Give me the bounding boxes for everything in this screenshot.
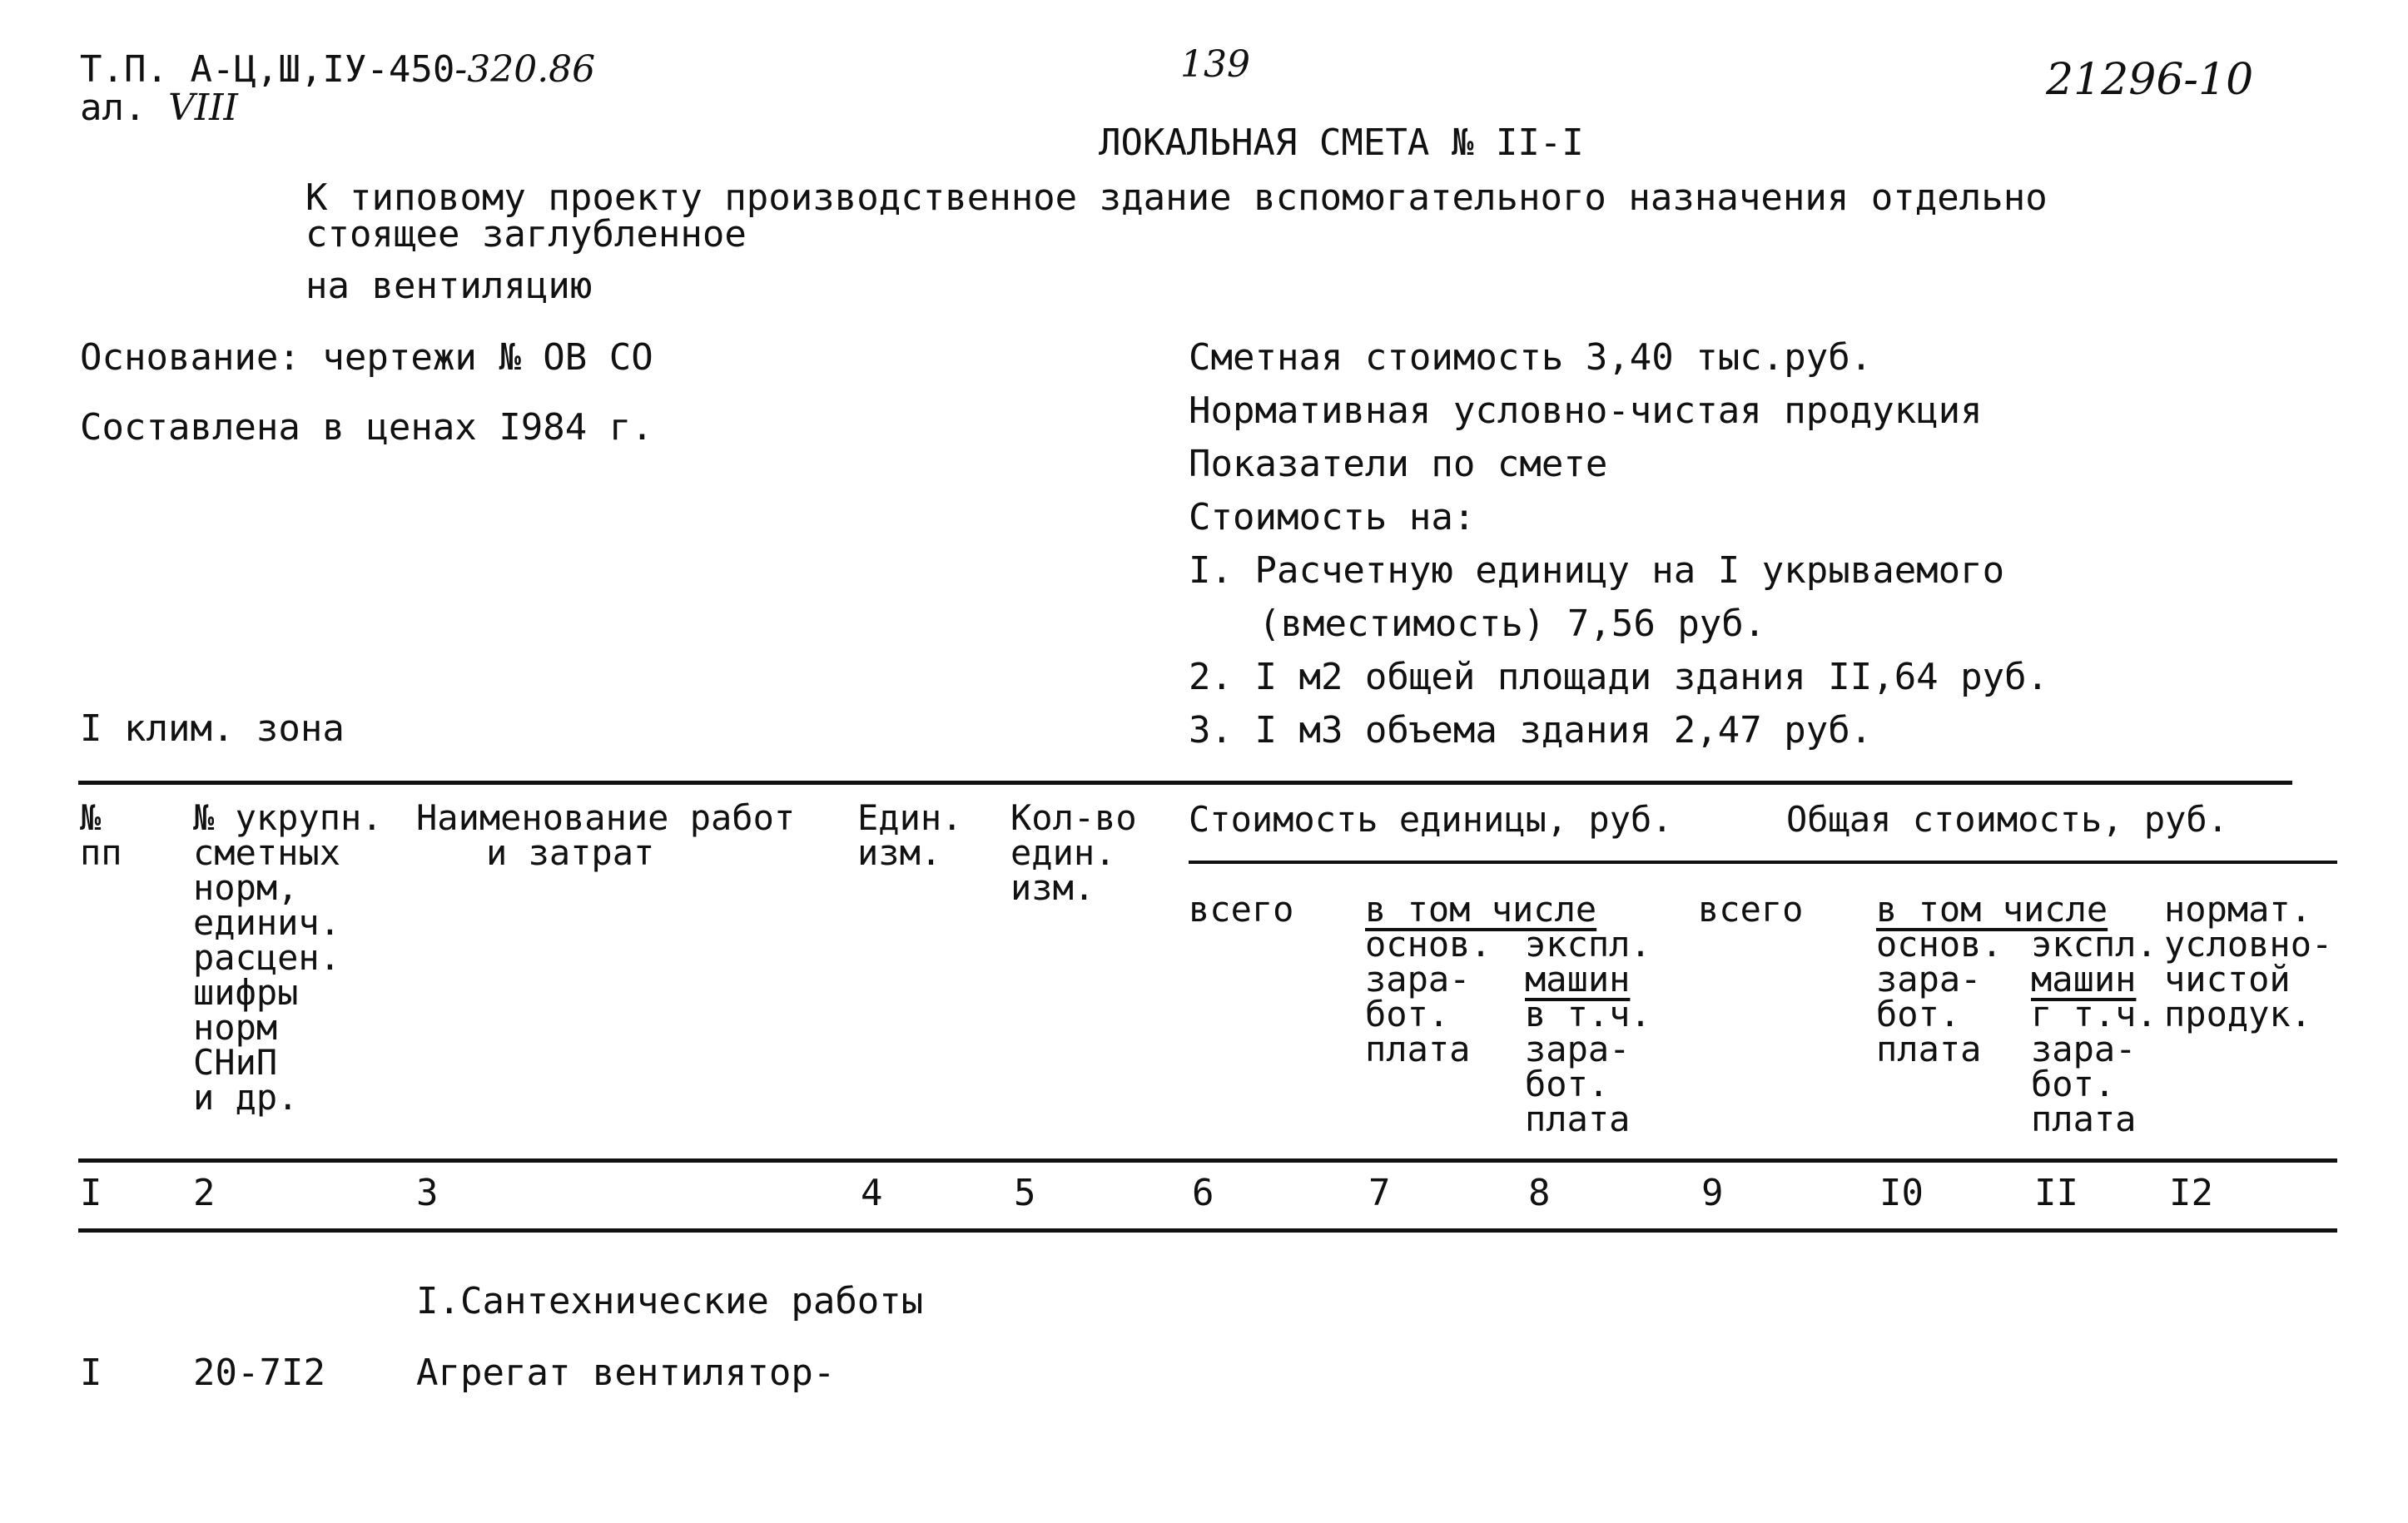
col-number-10: I0 [1879, 1172, 1924, 1214]
cost-for-text: Стоимость на: [1189, 496, 1476, 538]
climate-zone-text: I клим. зона [80, 707, 345, 750]
col-number-12: I2 [2169, 1172, 2213, 1214]
header-col-quantity: Кол-во един. изм. [1010, 797, 1137, 908]
header-unit-base-wage: основ. зара- бот. плата [1365, 924, 1492, 1069]
stamp-line-1: Т.П. А-Ц,Ш,IУ-450-320.86 [80, 48, 596, 91]
col-number-5: 5 [1014, 1172, 1036, 1214]
indicators-text: Показатели по смете [1189, 443, 1608, 485]
normative-text: Нормативная условно-чистая продукция [1189, 389, 1983, 432]
table-subheader-rule [1189, 861, 2337, 864]
col-number-1: I [80, 1172, 102, 1214]
document-title: ЛОКАЛЬНАЯ СМЕТА № II-I [1099, 122, 1584, 164]
header-total-cost: Общая стоимость, руб. [1786, 799, 2229, 840]
indicator-2: 2. I м2 общей площади здания II,64 руб. [1189, 656, 2049, 698]
col-number-4: 4 [861, 1172, 883, 1214]
page-number: 139 [1180, 43, 1250, 86]
subtitle-line-2: стоящее заглубленное [305, 213, 747, 255]
prices-text: Составлена в ценах I984 г. [80, 406, 653, 449]
col-number-9: 9 [1701, 1172, 1724, 1214]
table-numbers-bottom-rule [78, 1228, 2337, 1233]
col-number-2: 2 [193, 1172, 216, 1214]
header-total-machines: экспл. машин г т.ч. зара- бот. плата [2031, 924, 2157, 1139]
header-unit-including: в том числе [1365, 889, 1597, 930]
col-number-7: 7 [1368, 1172, 1391, 1214]
col-number-6: 6 [1192, 1172, 1214, 1214]
subtitle-line-1: К типовому проекту производственное здание вспомогательного назначения отдельно [305, 176, 2048, 219]
row-1-code: 20-7I2 [193, 1352, 325, 1394]
header-col-number: № пп [80, 797, 122, 873]
table-header-bottom-rule [78, 1158, 2337, 1163]
document-number: 21296-10 [2046, 55, 2254, 105]
col-number-11: II [2034, 1172, 2078, 1214]
header-unit-cost: Стоимость единицы, руб. [1189, 799, 1673, 840]
header-col-unit: Един. изм. [857, 797, 963, 873]
estimated-cost-text: Сметная стоимость 3,40 тыс.руб. [1189, 336, 1873, 379]
row-1-name: Агрегат вентилятор- [416, 1352, 836, 1394]
header-unit-total: всего [1189, 889, 1294, 930]
table-top-rule [78, 781, 2292, 785]
header-total-base-wage: основ. зара- бот. плата [1876, 924, 2003, 1069]
stamp-line-2: ал. VIII [80, 87, 238, 129]
header-total-including: в том числе [1876, 889, 2108, 930]
subtitle-line-3: на вентиляцию [305, 265, 593, 307]
indicator-1a: I. Расчетную единицу на I укрываемого [1189, 549, 2005, 592]
header-unit-machines: экспл. машин в т.ч. зара- бот. плата [1525, 924, 1651, 1139]
col-number-8: 8 [1528, 1172, 1551, 1214]
row-1-number: I [80, 1352, 102, 1394]
header-total-total: всего [1698, 889, 1804, 930]
basis-text: Основание: чертежи № ОВ СО [80, 336, 653, 379]
indicator-1b: (вместимость) 7,56 руб. [1259, 603, 1766, 645]
indicator-3: 3. I м3 объема здания 2,47 руб. [1189, 709, 1873, 752]
col-number-3: 3 [416, 1172, 439, 1214]
header-col-norm-code: № укрупн. сметных норм, единич. расцен. шифры норм СНиП и др. [193, 797, 383, 1118]
section-title: I.Сантехнические работы [416, 1280, 924, 1322]
header-col-name: Наименование работ и затрат [416, 797, 796, 873]
header-normative-product: нормат. условно- чистой продук. [2164, 889, 2333, 1034]
